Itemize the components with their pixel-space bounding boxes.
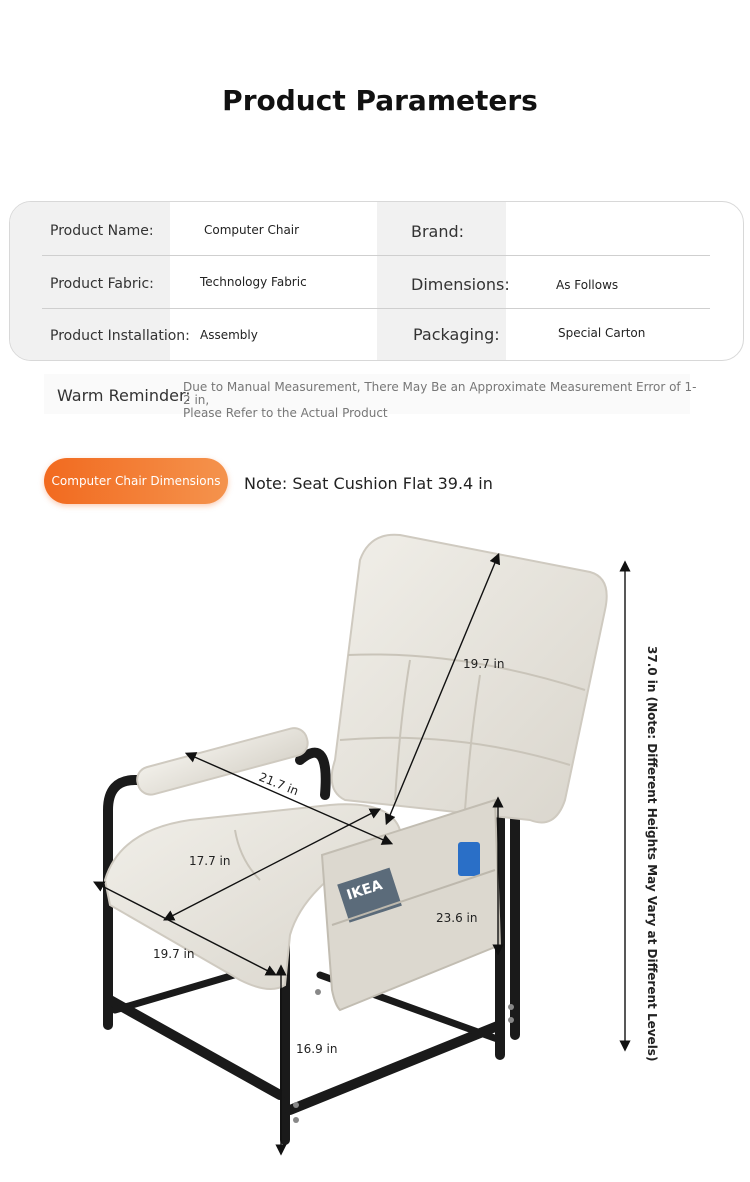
- reminder-label: Warm Reminder:: [57, 386, 191, 405]
- page-title: Product Parameters: [222, 84, 538, 117]
- seat-height-dimension-label: 16.9 in: [296, 1042, 338, 1056]
- parameter-table: [9, 201, 744, 361]
- product-installation-label: Product Installation:: [50, 328, 190, 344]
- chair-dimension-diagram: [0, 510, 750, 1180]
- armrest-dimension-label: 21.7 in: [256, 769, 301, 799]
- dimensions-badge: [44, 458, 228, 504]
- row-divider: [42, 255, 710, 256]
- brand-label: Brand:: [411, 222, 465, 241]
- product-name-label: Product Name:: [50, 223, 154, 239]
- packaging-label: Packaging:: [413, 325, 500, 344]
- dimensions-badge-label: Computer Chair Dimensions: [51, 474, 221, 488]
- dimensions-label: Dimensions:: [411, 275, 510, 294]
- reminder-line-1: Due to Manual Measurement, There May Be an Approximate Measurement Error of 1-2 in,: [183, 380, 697, 407]
- frame-screws: [293, 989, 514, 1123]
- seat-cushion-note: Note: Seat Cushion Flat 39.4 in: [244, 474, 493, 493]
- backrest-dimension-label: 19.7 in: [463, 657, 505, 671]
- product-fabric-label: Product Fabric:: [50, 276, 154, 292]
- product-installation-value: Assembly: [200, 328, 258, 342]
- side-dimension-label: 23.6 in: [436, 911, 478, 925]
- seat-width-dimension-label: 19.7 in: [153, 947, 195, 961]
- total-height-dimension-label: 37.0 in (Note: Different Heights May Vary at Different Levels): [645, 646, 659, 1062]
- packaging-value: Special Carton: [558, 326, 646, 340]
- seat-depth-dimension-label: 17.7 in: [189, 854, 231, 868]
- reminder-line-2: Please Refer to the Actual Product: [183, 406, 388, 420]
- pouch-magazine-text: IKEA: [344, 877, 385, 904]
- dimensions-value: As Follows: [556, 278, 619, 292]
- phone-icon: [458, 842, 480, 876]
- product-fabric-value: Technology Fabric: [200, 275, 307, 289]
- row-divider: [42, 308, 710, 309]
- reminder-text: [183, 381, 703, 420]
- product-name-value: Computer Chair: [204, 223, 300, 237]
- chair-backrest: [332, 535, 607, 823]
